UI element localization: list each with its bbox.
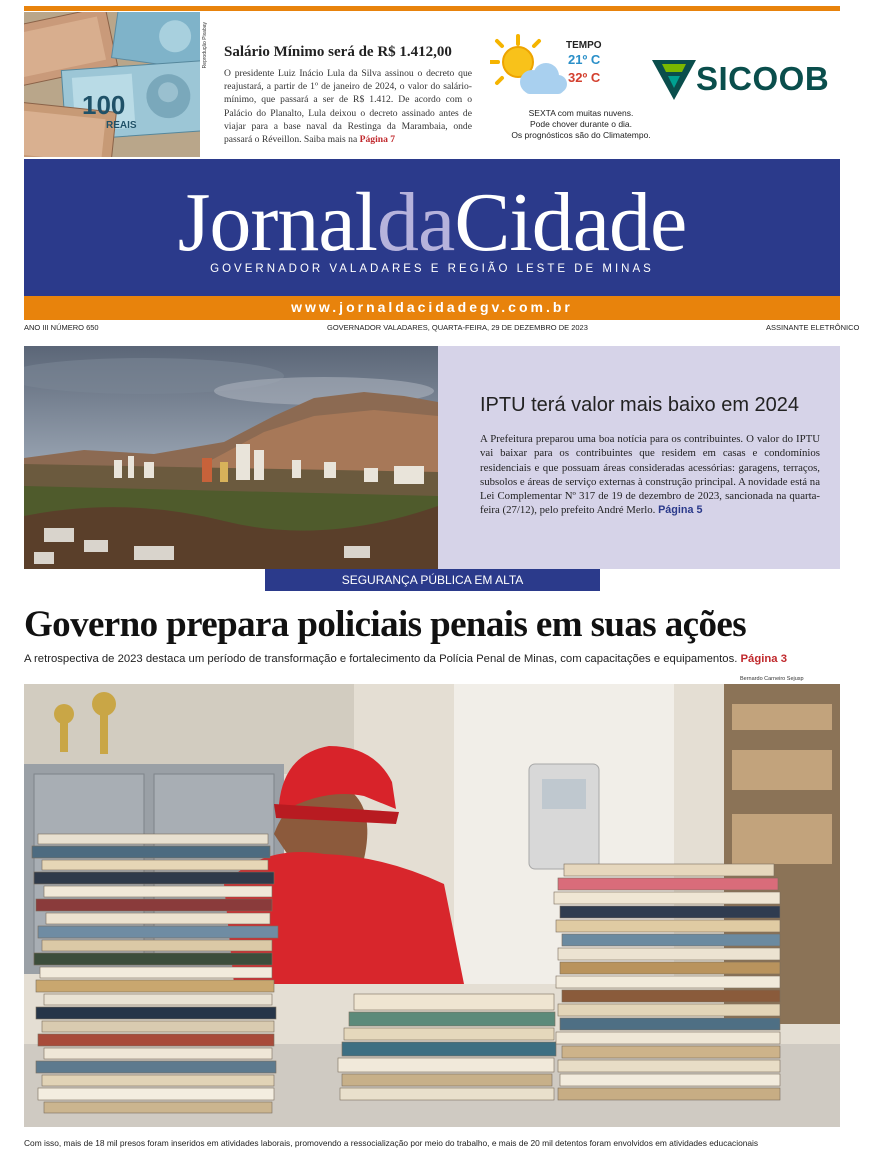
top-accent-bar xyxy=(24,6,840,11)
salary-body xyxy=(224,67,472,146)
library-photo xyxy=(24,684,840,1127)
title-cidade: Cidade xyxy=(454,176,687,269)
iptu-body-text: A Prefeitura preparou uma boa notícia para os contribuintes. O valor do IPTU vai baixar para os contribuintes que residem em casas e condomínios residenciais e que possuam áreas consideradas acessórias: garagens, terraços, subsolos e áreas de serviço externas à construção principal. A novidade está na Lei Complementar Nº 317 de 19 de dezembro de 2023, sancionada na quarta-feira (27/12), pelo prefeito André Merlo. xyxy=(480,433,820,517)
forecast-line: Pode chover durante o dia. xyxy=(529,119,633,129)
city-skyline-photo xyxy=(24,346,438,569)
sun-cloud-icon xyxy=(490,32,570,104)
title-jornal: Jornal xyxy=(177,176,378,269)
main-page-link[interactable]: Página 3 xyxy=(740,653,787,665)
edition-number: ANO III NÚMERO 650 xyxy=(24,323,99,332)
main-headline[interactable]: Governo prepara policiais penais em suas ações xyxy=(24,604,746,645)
forecast-line: SEXTA com muitas nuvens. xyxy=(528,108,634,118)
title-da: da xyxy=(377,176,455,269)
subscriber-label: ASSINANTE ELETRÔNICO xyxy=(766,323,860,332)
iptu-body xyxy=(480,432,820,518)
main-deck-text: A retrospectiva de 2023 destaca um período de transformação e fortalecimento da Polícia Penal de Minas, com capacitações e equipamentos. xyxy=(24,653,738,665)
banknote-currency: REAIS xyxy=(106,120,137,131)
max-temperature: 32º C xyxy=(568,70,601,85)
forecast-line: Os prognósticos são do Climatempo. xyxy=(511,130,651,140)
salary-page-link[interactable]: Página 7 xyxy=(359,134,396,146)
dateline: GOVERNADOR VALADARES, QUARTA-FEIRA, 29 DE DEZEMBRO DE 2023 xyxy=(327,323,588,332)
min-temperature: 21º C xyxy=(568,52,601,67)
main-photo-credit: Bernardo Carneiro Sejusp xyxy=(740,676,804,682)
salary-headline[interactable]: Salário Mínimo será de R$ 1.412,00 xyxy=(224,44,452,60)
salary-body-text: O presidente Luiz Inácio Lula da Silva assinou o decreto que reajustará, a partir de 1º de janeiro de 2024, o valor do salário-mínimo, que passará a ser de R$ 1.412. De acordo com o Palácio do Planalto, Lula deixou o decreto assinado antes de viajar para a base naval da Restinga da Marambaia, onde passará o Réveillon. Saiba mais na xyxy=(224,68,472,146)
banknotes-photo xyxy=(24,12,200,157)
photo-caption: Com isso, mais de 18 mil presos foram inseridos em atividades laborais, promovendo a ressocialização por meio do trabalho, e mais de 20 mil detentos foram envolvidos em atividades educacionais xyxy=(24,1138,759,1148)
weather-label: TEMPO xyxy=(566,40,602,51)
masthead-subtitle: GOVERNADOR VALADARES E REGIÃO LESTE DE MINAS xyxy=(210,263,654,275)
iptu-page-link[interactable]: Página 5 xyxy=(658,504,703,517)
main-deck xyxy=(24,653,844,665)
sicoob-logo-icon xyxy=(652,60,696,102)
sicoob-logo-text[interactable]: SICOOB xyxy=(696,60,830,97)
banknote-value: 100 xyxy=(82,90,126,120)
section-kicker: SEGURANÇA PÚBLICA EM ALTA xyxy=(265,569,600,591)
iptu-story-box xyxy=(438,346,840,569)
weather-forecast xyxy=(496,108,666,141)
website-link[interactable]: www.jornaldacidadegv.com.br xyxy=(291,299,573,315)
masthead xyxy=(24,159,840,296)
newspaper-title[interactable] xyxy=(24,173,840,273)
iptu-headline[interactable]: IPTU terá valor mais baixo em 2024 xyxy=(480,394,800,416)
url-bar xyxy=(24,296,840,320)
top-photo-credit: Reprodução Pixabay xyxy=(202,22,208,69)
